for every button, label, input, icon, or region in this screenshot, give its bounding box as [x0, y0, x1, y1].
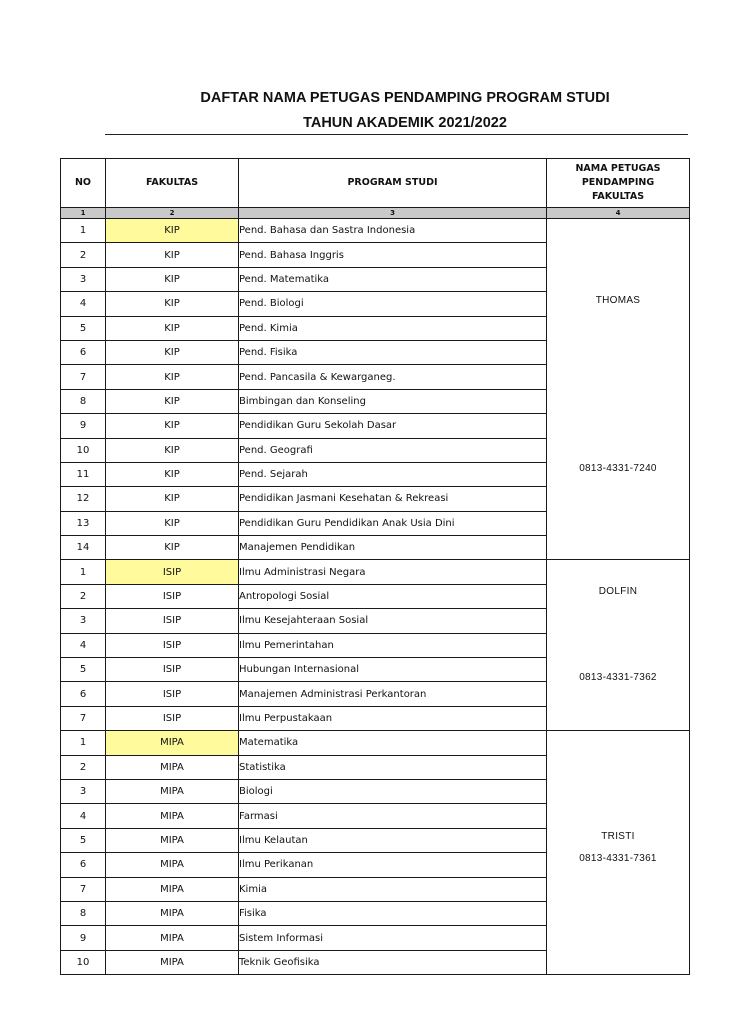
row-number: 2: [61, 755, 106, 779]
table-row: [61, 219, 690, 243]
header-row: [61, 159, 690, 208]
row-number: 12: [61, 487, 106, 511]
officer-table: [60, 158, 690, 975]
study-program-cell: Pend. Biologi: [239, 292, 547, 316]
study-program-cell: Pend. Bahasa dan Sastra Indonesia: [239, 219, 547, 243]
study-program-cell: Pendidikan Guru Sekolah Dasar: [239, 414, 547, 438]
row-number: 13: [61, 511, 106, 535]
faculty-cell: ISIP: [106, 609, 239, 633]
study-program-cell: Antropologi Sosial: [239, 584, 547, 608]
study-program-cell: Matematika: [239, 731, 547, 755]
table-row: [61, 560, 690, 584]
officer-name: THOMAS: [595, 295, 641, 306]
row-number: 2: [61, 584, 106, 608]
row-number: 7: [61, 877, 106, 901]
document-subtitle: TAHUN AKADEMIK 2021/2022: [303, 115, 507, 131]
faculty-cell: MIPA: [106, 926, 239, 950]
table-row: [61, 731, 690, 755]
faculty-cell: KIP: [106, 316, 239, 340]
row-number: 10: [61, 438, 106, 462]
study-program-cell: Ilmu Administrasi Negara: [239, 560, 547, 584]
study-program-cell: Hubungan Internasional: [239, 658, 547, 682]
row-number: 8: [61, 901, 106, 925]
study-program-cell: Pend. Kimia: [239, 316, 547, 340]
study-program-cell: Manajemen Administrasi Perkantoran: [239, 682, 547, 706]
officer-phone: 0813-4331-7361: [579, 853, 657, 865]
faculty-cell: MIPA: [106, 779, 239, 803]
table-body: [61, 219, 690, 975]
row-number: 6: [61, 340, 106, 364]
study-program-cell: Ilmu Kelautan: [239, 828, 547, 852]
column-index: 1: [61, 208, 106, 219]
study-program-cell: Pend. Fisika: [239, 340, 547, 364]
officer-name: DOLFIN: [598, 586, 638, 598]
study-program-cell: Teknik Geofisika: [239, 950, 547, 974]
officer-cell: [547, 731, 690, 975]
column-index: 4: [547, 208, 690, 219]
faculty-cell: KIP: [106, 487, 239, 511]
faculty-cell: ISIP: [106, 584, 239, 608]
study-program-cell: Statistika: [239, 755, 547, 779]
faculty-cell: KIP: [106, 536, 239, 560]
row-number: 2: [61, 243, 106, 267]
faculty-cell: KIP: [106, 292, 239, 316]
faculty-cell: MIPA: [106, 853, 239, 877]
study-program-cell: Pend. Matematika: [239, 267, 547, 291]
faculty-cell: ISIP: [106, 633, 239, 657]
officer-cell: [547, 219, 690, 560]
faculty-cell: MIPA: [106, 828, 239, 852]
officer-cell: [547, 560, 690, 731]
row-number: 10: [61, 950, 106, 974]
column-index-row: [61, 208, 690, 219]
study-program-cell: Pendidikan Jasmani Kesehatan & Rekreasi: [239, 487, 547, 511]
study-program-cell: Bimbingan dan Konseling: [239, 389, 547, 413]
faculty-cell: MIPA: [106, 731, 239, 755]
study-program-cell: Kimia: [239, 877, 547, 901]
row-number: 1: [61, 560, 106, 584]
faculty-cell: ISIP: [106, 658, 239, 682]
column-index: 2: [106, 208, 239, 219]
faculty-cell: MIPA: [106, 877, 239, 901]
faculty-cell: KIP: [106, 462, 239, 486]
row-number: 9: [61, 414, 106, 438]
row-number: 3: [61, 267, 106, 291]
row-number: 7: [61, 706, 106, 730]
row-number: 5: [61, 658, 106, 682]
faculty-cell: ISIP: [106, 560, 239, 584]
faculty-cell: ISIP: [106, 706, 239, 730]
officer-name: TRISTI: [601, 831, 635, 843]
faculty-cell: KIP: [106, 365, 239, 389]
header-petugas-text: NAMA PETUGAS PENDAMPING FAKULTAS: [575, 162, 661, 203]
study-program-cell: Ilmu Perikanan: [239, 853, 547, 877]
faculty-cell: KIP: [106, 340, 239, 364]
row-number: 7: [61, 365, 106, 389]
faculty-cell: MIPA: [106, 755, 239, 779]
study-program-cell: Pendidikan Guru Pendidikan Anak Usia Dini: [239, 511, 547, 535]
study-program-cell: Ilmu Perpustakaan: [239, 706, 547, 730]
study-program-cell: Pend. Pancasila & Kewarganeg.: [239, 365, 547, 389]
row-number: 3: [61, 609, 106, 633]
faculty-cell: KIP: [106, 243, 239, 267]
header-fakultas: FAKULTAS: [106, 159, 239, 208]
row-number: 6: [61, 682, 106, 706]
row-number: 1: [61, 731, 106, 755]
faculty-cell: KIP: [106, 511, 239, 535]
study-program-cell: Farmasi: [239, 804, 547, 828]
study-program-cell: Manajemen Pendidikan: [239, 536, 547, 560]
header-petugas: [547, 159, 690, 208]
study-program-cell: Fisika: [239, 901, 547, 925]
faculty-cell: KIP: [106, 414, 239, 438]
faculty-cell: ISIP: [106, 682, 239, 706]
faculty-cell: KIP: [106, 219, 239, 243]
faculty-cell: KIP: [106, 389, 239, 413]
row-number: 4: [61, 804, 106, 828]
faculty-cell: MIPA: [106, 901, 239, 925]
faculty-cell: KIP: [106, 267, 239, 291]
row-number: 11: [61, 462, 106, 486]
faculty-cell: MIPA: [106, 804, 239, 828]
row-number: 6: [61, 853, 106, 877]
faculty-cell: MIPA: [106, 950, 239, 974]
study-program-cell: Pend. Bahasa Inggris: [239, 243, 547, 267]
header-no: NO: [61, 159, 106, 208]
study-program-cell: Sistem Informasi: [239, 926, 547, 950]
title-divider: [105, 134, 688, 135]
header-program: PROGRAM STUDI: [239, 159, 547, 208]
row-number: 5: [61, 316, 106, 340]
column-index: 3: [239, 208, 547, 219]
study-program-cell: Ilmu Pemerintahan: [239, 633, 547, 657]
row-number: 9: [61, 926, 106, 950]
row-number: 14: [61, 536, 106, 560]
officer-phone: 0813-4331-7362: [579, 672, 657, 684]
row-number: 3: [61, 779, 106, 803]
officer-phone: 0813-4331-7240: [579, 463, 657, 474]
row-number: 8: [61, 389, 106, 413]
study-program-cell: Biologi: [239, 779, 547, 803]
study-program-cell: Ilmu Kesejahteraan Sosial: [239, 609, 547, 633]
row-number: 1: [61, 219, 106, 243]
study-program-cell: Pend. Geografi: [239, 438, 547, 462]
row-number: 4: [61, 292, 106, 316]
faculty-cell: KIP: [106, 438, 239, 462]
document-title: DAFTAR NAMA PETUGAS PENDAMPING PROGRAM STUDI: [200, 90, 610, 106]
row-number: 4: [61, 633, 106, 657]
row-number: 5: [61, 828, 106, 852]
study-program-cell: Pend. Sejarah: [239, 462, 547, 486]
